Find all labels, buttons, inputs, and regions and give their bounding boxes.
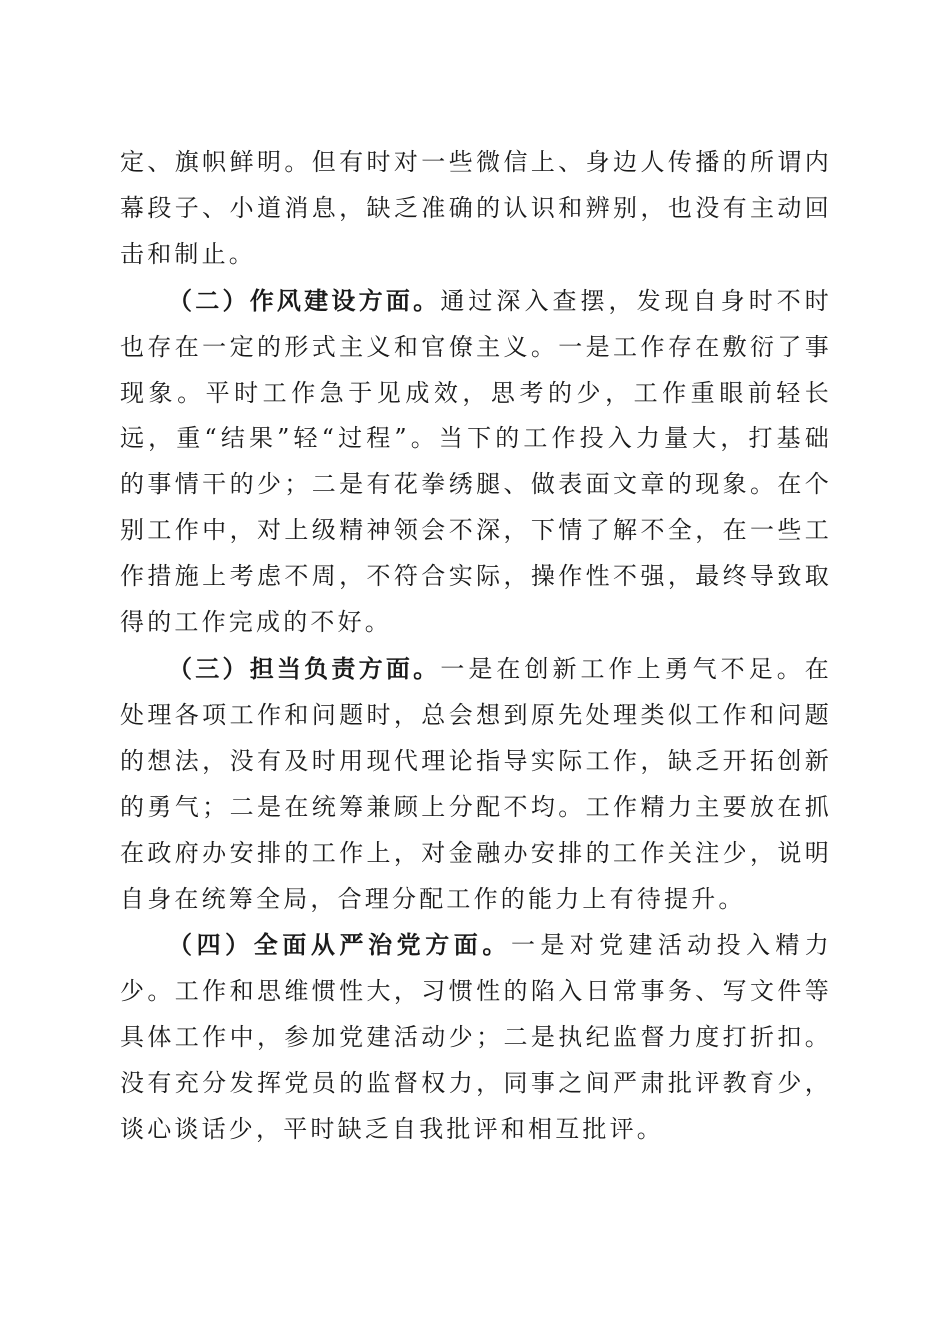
- paragraph-body: 通过深入查摆，发现自身时不时也存在一定的形式主义和官僚主义。一是工作存在敷衍了事现象。平时工作急于见成效，思考的少，工作重眼前轻长远，重“结果”轻“过程”。当下的工作投入力量大，打基础的事情干的少；二是有花拳绣腿、做表面文章的现象。在个别工作中，对上级精神领会不深，下情了解不全，在一些工作措施上考虑不周，不符合实际，操作性不强，最终导致取得的工作完成的不好。: [120, 286, 832, 637]
- paragraph-work-style: [120, 278, 832, 646]
- paragraph-body: 一是对党建活动投入精力少。工作和思维惯性大，习惯性的陷入日常事务、写文件等具体工作中，参加党建活动少；二是执纪监督力度打折扣。没有充分发挥党员的监督权力，同事之间严肃批评教育少，谈心谈话少，平时缺乏自我批评和相互批评。: [120, 931, 832, 1144]
- paragraph-party-governance: [120, 922, 832, 1153]
- section-heading: （二）作风建设方面。: [168, 285, 441, 315]
- document-body: [120, 140, 832, 1153]
- section-heading: （四）全面从严治党方面。: [168, 930, 511, 960]
- paragraph-body: 定、旗帜鲜明。但有时对一些微信上、身边人传播的所谓内幕段子、小道消息，缺乏准确的认识和辨别，也没有主动回击和制止。: [120, 148, 832, 268]
- paragraph-responsibility: [120, 646, 832, 922]
- paragraph-body: 一是在创新工作上勇气不足。在处理各项工作和问题时，总会想到原先处理类似工作和问题的想法，没有及时用现代理论指导实际工作，缺乏开拓创新的勇气；二是在统筹兼顾上分配不均。工作精力主要放在抓在政府办安排的工作上，对金融办安排的工作关注少，说明自身在统筹全局，合理分配工作的能力上有待提升。: [120, 654, 832, 913]
- paragraph-continuation: [120, 140, 832, 278]
- section-heading: （三）担当负责方面。: [168, 653, 441, 683]
